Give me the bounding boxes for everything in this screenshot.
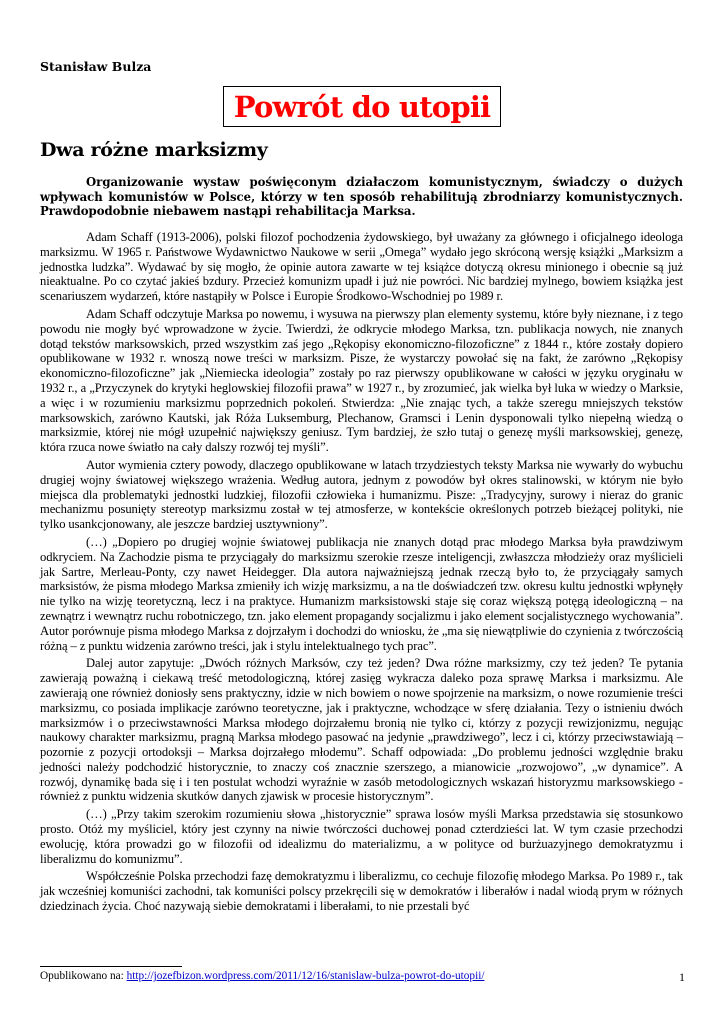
body-paragraph: (…) „Dopiero po drugiej wojnie światowej publikacja nie znanych dotąd prac młodego Marksa była prawdziwym odkryciem. Na Zachodzie pisma te przyciągały do marksizmu szerokie rzesze inteligencji, zwłaszcza młodzieży oraz myślicieli jak Sartre, Merleau-Ponty, czy nawet Heidegger. Dla autora najważniejszą jednak rzeczą było to, że przyciągały samych marksistów, że pisma młodego Marksa zmieniły ich wizję marksizmu, a na tle doświadczeń tzw. okresu kultu jednostki wpłynęły nie tylko na wizję teoretyczną, lecz i na praktyce. Humanizm marksistowski staje się coraz większą potęgą ideologiczną – na zewnątrz i wewnątrz ruchu robotniczego, tzn. jako element propagandy socjalizmu i jako element socjalistycznego wychowania”. Autor porównuje pisma młodego Marksa z dojrzałym i dochodzi do wniosku, że „ma się niewątpliwie do czynienia z twórczością różną – z punktu widzenia zarówno treści, jak i stylu intelektualnego tych prac”. xyxy=(40,534,683,653)
article-body xyxy=(40,230,683,917)
body-paragraph: Autor wymienia cztery powody, dlaczego opublikowane w latach trzydziestych teksty Marksa nie wywarły do wybuchu drugiej wojny światowej większego wrażenia. Według autora, jednym z powodów był okres stalinowski, w którym nie było miejsca dla problematyki jednostki ludzkiej, filozofii człowieka i humanizmu. Pisze: „Tradycyjny, surowy i nieraz do granic mechanizmu posunięty stereotyp marksizmu został w tej atmosferze, w kontekście określonych potrzeb bieżącej polityki, nie tylko usankcjonowany, ale jeszcze bardziej usztywniony”. xyxy=(40,457,683,532)
lead-paragraph: Organizowanie wystaw poświęconym działaczom komunistycznym, świadczy o dużych wpływach komunistów w Polsce, którzy w ten sposób rehabilitują zbrodniarzy komunistycznych. Prawdopodobnie niebawem nastąpi rehabilitacja Marksa. xyxy=(40,175,683,218)
title-box xyxy=(223,86,501,127)
author-name: Stanisław Bulza xyxy=(40,59,152,74)
footer-label: Opublikowano na: xyxy=(40,970,124,982)
body-paragraph: Adam Schaff odczytuje Marksa po nowemu, i wysuwa na pierwszy plan elementy systemu, które były nieznane, i z tego powodu nie mogły być wprowadzone w życie. Twierdzi, że odkrycie młodego Marksa, tzn. publikacja nowych, nie znanych dotąd tekstów marksowskich, przed wszystkim zaś jego „Rękopisy ekonomiczno-filozoficzne” z 1844 r., które zostały dopiero opublikowane w 1932 r. wnoszą nowe treści w marksizm. Pisze, że wystarczy powołać się na fakt, że zarówno „Rękopisy ekonomiczno-filozoficzne” jak „Niemiecka ideologia” zostały po raz pierwszy opublikowane w całości w języku oryginału w 1932 r., a „Przyczynek do krytyki heglowskiej filozofii prawa” w 1927 r., by zrozumieć, jak wielka był luka w wiedzy o Marksie, a więc i w rozumieniu marksizmu poprzednich pokoleń. Stwierdza: „Nie znając tych, a także szeregu mniejszych tekstów marksowskich, zarówno Kautski, jak Róża Luksemburg, Plechanow, Gramsci i Lenin dysponowali tylko niepełną wiedzą o marksizmie, której nie mógł uzupełnić największy geniusz. Tym bardziej, że szło tutaj o genezę myśli marksowskiej, genezę, która rzuca nowe światło na cały dalszy rozwój tej myśli”. xyxy=(40,306,683,455)
page-title: Powrót do utopii xyxy=(233,89,491,124)
source-link[interactable]: http://jozefbizon.wordpress.com/2011/12/16/stanislaw-bulza-powrot-do-utopii/ xyxy=(126,970,485,982)
body-paragraph: Dalej autor zapytuje: „Dwóch różnych Marksów, czy też jeden? Dwa różne marksizmy, czy też jeden? Te pytania zawierają poważną i ciekawą treść metodologiczną, której zasięg wykracza daleko poza sprawę Marksa i marksizmu. Ale zawierają one również doniosły sens praktyczny, idzie w nich bowiem o nowe spojrzenie na marksizm, o nowe rozumienie treści marksizmu, co posiada implikacje zarówno teoretyczne, jak i praktyczne, wchodzące w sferę działania. Tezy o istnieniu dwóch marksizmów i o przeciwstawności Marksa młodego dojrzałemu bronią nie tylko ci, którzy z pozycji rewizjonizmu, negując naukowy charakter marksizmu, pragną Marksa młodego pasować na jedynie „prawdziwego”, lecz i ci, którzy przeciwstawiają – pozornie z pozycji ortodoksji – Marksa dojrzałego młodemu”. Schaff odpowiada: „Do problemu jedności względnie braku jedności należy podchodzić historycznie, to znaczy coś znacznie szerszego, a mianowicie „rozwojowo”, „w dynamice”. A rozwój, dynamikę bada się i i ten postulat wchodzi wyraźnie w zasób metodologicznych wskazań historyzmu marksowskiego - również z punktu widzenia skutków danych zjawisk w procesie historycznym”. xyxy=(40,656,683,804)
footer-source xyxy=(40,970,485,985)
body-paragraph: Współcześnie Polska przechodzi fazę demokratyzmu i liberalizmu, co cechuje filozofię młodego Marksa. Po 1989 r., tak jak wcześniej komuniści zachodni, tak komuniści polscy przekręcili się w demokratów i liberałów i nadal wiodą prym w różnych dziedzinach życia. Choć nazywają siebie demokratami i liberałami, to nie przestali być xyxy=(40,869,683,914)
body-paragraph: Adam Schaff (1913-2006), polski filozof pochodzenia żydowskiego, był uważany za głównego i oficjalnego ideologa marksizmu. W 1965 r. Państwowe Wydawnictwo Naukowe w serii „Omega” wydało jego skróconą wersję książki „Marksizm a jednostka ludzka”. Wydawać by się mogło, że opinie autora zawarte w tej książce dotyczą okresu minionego i obecnie są już nieaktualne. Po co czytać jakieś bzdury. Przecież komunizm upadł i już nie powróci. Nic bardziej mylnego, bowiem książka jest scenariuszem wydarzeń, które nastąpiły w Polsce i Europie Środkowo-Wschodniej po 1989 r. xyxy=(40,230,683,304)
page-number: 1 xyxy=(679,970,685,984)
footer xyxy=(40,970,685,985)
footer-rule xyxy=(40,966,182,967)
body-paragraph: (…) „Przy takim szerokim rozumieniu słowa „historycznie” sprawa losów myśli Marksa przedstawia się stosunkowo prosto. Otóż my myśliciel, który jest czynny na niwie twórczości duchowej ponad czterdzieści lat. W tym czasie przechodzi ewolucję, która prowadzi go w filozofii od idealizmu do materializmu, a w polityce od burżuazyjnego demokratyzmu i liberalizmu do komunizmu”. xyxy=(40,807,683,866)
subtitle: Dwa różne marksizmy xyxy=(40,139,268,161)
